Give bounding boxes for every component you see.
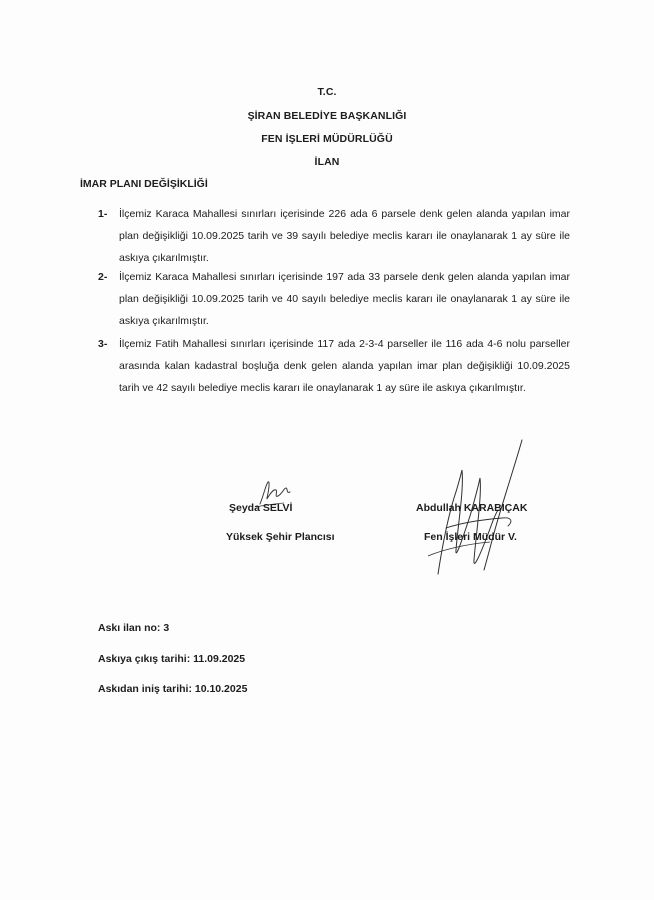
section-title: İMAR PLANI DEĞİŞİKLİĞİ: [80, 178, 208, 190]
item-number: 1-: [98, 208, 108, 220]
header-tc: T.C.: [317, 86, 337, 98]
list-item: [98, 266, 570, 332]
item-text: İlçemiz Fatih Mahallesi sınırları içerisinde 117 ada 2-3-4 parseller ile 116 ada 4-6 nolu parseller arasında kalan kadastral boşluğa denk gelen alanda yapılan imar plan değişikliği 10.09.2025 tarih ve 42 sayılı belediye meclis kararı ile onaylanarak 1 ay süre ile askıya çıkarılmıştır.: [119, 338, 570, 394]
list-item: [98, 203, 570, 269]
notice-number: Askı ilan no: 3: [98, 622, 170, 634]
posting-date: Askıya çıkış tarihi: 11.09.2025: [98, 653, 246, 665]
signatory-title-right: Fen İşleri Müdür V.: [424, 531, 517, 543]
item-number: 3-: [98, 338, 108, 350]
item-number: 2-: [98, 271, 108, 283]
list-item: [98, 333, 570, 399]
header-department: FEN İŞLERİ MÜDÜRLÜĞÜ: [261, 133, 393, 145]
item-text: İlçemiz Karaca Mahallesi sınırları içerisinde 197 ada 33 parsele denk gelen alanda yapılan imar plan değişikliği 10.09.2025 tarih ve 40 sayılı belediye meclis kararı ile onaylanarak 1 ay süre ile askıya çıkarılmıştır.: [119, 271, 570, 327]
header-notice: İLAN: [314, 156, 340, 168]
signatory-title-left: Yüksek Şehir Plancısı: [226, 531, 335, 543]
item-text: İlçemiz Karaca Mahallesi sınırları içerisinde 226 ada 6 parsele denk gelen alanda yapılan imar plan değişikliği 10.09.2025 tarih ve 39 sayılı belediye meclis kararı ile onaylanarak 1 ay süre ile askıya çıkarılmıştır.: [119, 208, 570, 264]
signatory-name-left: Şeyda SELVİ: [229, 502, 293, 514]
header-municipality: ŞİRAN BELEDİYE BAŞKANLIĞI: [247, 110, 407, 122]
removal-date: Askıdan iniş tarihi: 10.10.2025: [98, 683, 248, 695]
signatory-name-right: Abdullah KARABIÇAK: [416, 502, 528, 514]
